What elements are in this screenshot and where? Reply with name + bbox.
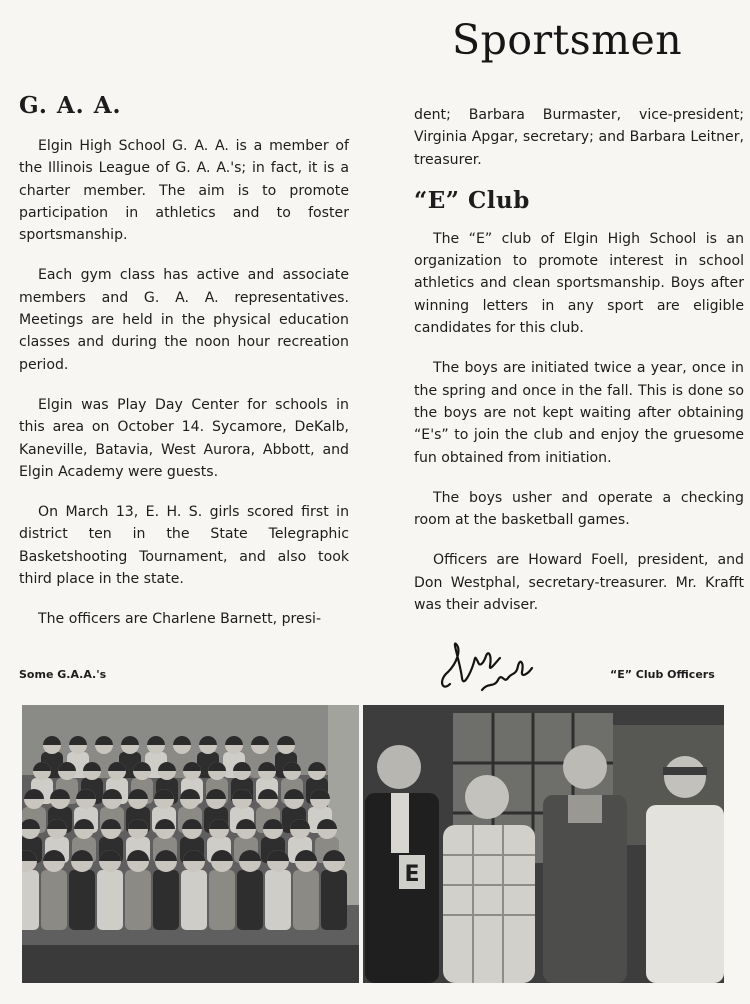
gaa-member-figure (125, 870, 151, 930)
gaa-paragraph: On March 13, E. H. S. girls scored first in district ten in the State Telegraphic Basketshooting Tournament, and also took third place in the state. (19, 504, 349, 588)
gaa-member-figure (69, 870, 95, 930)
eclub-paragraph: The boys usher and operate a checking room at the basketball games. (414, 489, 744, 529)
page-title: Sportsmen (452, 16, 683, 64)
eclub-heading: “E” Club (414, 186, 530, 214)
gaa-photo-caption: Some G.A.A.'s (19, 668, 107, 681)
signature-icon (432, 632, 542, 704)
gaa-continued-paragraph: dent; Barbara Burmaster, vice-president; Virginia Apgar, secretary; and Barbara Leitner, treasurer. (414, 107, 744, 168)
gaa-paragraph: Elgin was Play Day Center for schools in this area on October 14. Sycamore, DeKalb, Kaneville, Batavia, West Aurora, Abbott, and Elgin Academy were guests. (19, 396, 349, 480)
gaa-group-photo (22, 705, 359, 983)
eclub-paragraph: The “E” club of Elgin High School is an organization to promote interest in school athletics and clean sportsmanship. Boys after winning letters in any sport are eligible candidates for this club. (414, 230, 744, 337)
gaa-member-figure (181, 870, 207, 930)
gaa-member-figure (321, 870, 347, 930)
eclub-paragraph: Officers are Howard Foell, president, and Don Westphal, secretary-treasurer. Mr. Krafft was their adviser. (414, 552, 744, 614)
gaa-member-figure (293, 870, 319, 930)
gaa-column (19, 92, 349, 649)
gaa-member-figure (41, 870, 67, 930)
gaa-member-figure (22, 870, 39, 930)
gaa-member-figure (153, 870, 179, 930)
svg-text:E: E (404, 862, 420, 887)
eclub-photo-caption: “E” Club Officers (610, 668, 715, 681)
gaa-member-figure (209, 870, 235, 930)
gaa-member-figure (97, 870, 123, 930)
gaa-paragraph: Elgin High School G. A. A. is a member of the Illinois League of G. A. A.'s; in fact, it is a charter member. The aim is to promote participation in athletics and to foster sportsmanship. (19, 138, 349, 244)
eclub-paragraph: The boys are initiated twice a year, once in the spring and once in the fall. This is done so the boys are not kept waiting after obtaining “E's” to join the club and enjoy the gruesome fun obtained from initiation. (414, 360, 744, 466)
gaa-paragraph: The officers are Charlene Barnett, presi- (38, 611, 322, 628)
gaa-member-figure (265, 870, 291, 930)
gaa-member-figure (237, 870, 263, 930)
eclub-officers-photo (363, 705, 724, 983)
gaa-heading: G. A. A. (19, 92, 122, 119)
gaa-paragraph: Each gym class has active and associate members and G. A. A. representatives. Meetings are held in the physical education classes and during the noon hour recreation period. (19, 267, 349, 373)
right-column (414, 104, 744, 634)
